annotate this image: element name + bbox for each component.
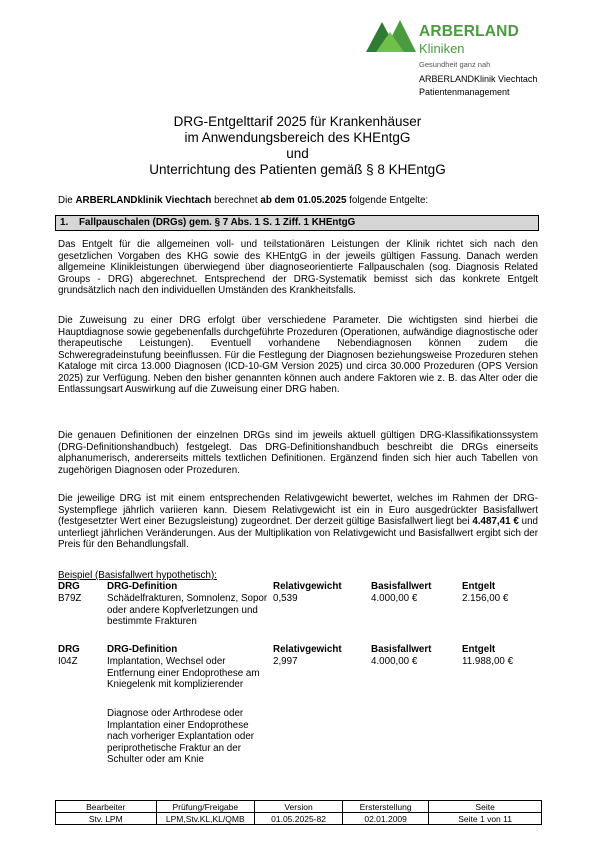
intro-date: ab dem 01.05.2025 [260,195,347,206]
brand-name: ARBERLAND [419,23,519,40]
col-header-base: Basisfallwert [371,644,432,655]
drg-definition: Implantation, Wechsel oder Entfernung einer Endoprothese am Kniegelenk mit komplizierender [107,656,260,690]
footer-created: 02.01.2009 [343,813,429,825]
section-1-heading: 1. Fallpauschalen (DRGs) gem. § 7 Abs. 1 S. 1 Ziff. 1 KHEntgG [55,215,539,231]
fee: 2.156,00 € [462,593,509,604]
relative-weight: 0,539 [273,593,298,604]
drg-definition: Schädelfrakturen, Somnolenz, Sopor oder andere Kopfverletzungen und bestimmte Frakturen [107,593,268,627]
relative-weight: 2,997 [273,656,298,667]
mountain-logo-icon [366,20,418,52]
col-header-fee: Entgelt [462,581,496,592]
intro-sentence [58,195,428,206]
drg-definition-continued: Diagnose oder Arthrodese oder Implantation einer Endoprothese nach vorheriger Explantation oder periprothetische Fraktur an der Schulter oder am Knie [107,708,255,765]
col-header-definition: DRG-Definition [107,581,178,592]
col-header-weight: Relativgewicht [273,581,342,592]
brand-tagline: Gesundheit ganz nah [419,60,491,69]
col-header-weight: Relativgewicht [273,644,342,655]
footer-header-cell: Prüfung/Freigabe [156,801,255,813]
footer-page: Seite 1 von 11 [429,813,542,825]
paragraph-2: Die Zuweisung zu einer DRG erfolgt über verschiedene Parameter. Die wichtigsten sind hierbei die Hauptdiagnose sowie gegebenenfalls durchgeführte Prozeduren (Operationen, aufwändige diagnostische oder therapeutische Leistungen). Eventuell vorhandene Nebendiagnosen können zudem die Schweregradeinstufung beeinflussen. Für die Festlegung der Diagnosen beziehungsweise Prozeduren stehen Kataloge mit circa 13.000 Diagnosen (ICD-10-GM Version 2025) und circa 30.000 Prozeduren (OPS Version 2025) zur Verfügung. Neben den bisher genannten können auch andere Faktoren wie z. B. das Alter oder die Entlassungsart Auswirkung auf die Zuweisung einer DRG haben. [58,315,538,395]
intro-prefix: Die [58,195,76,206]
base-rate: 4.000,00 € [371,656,418,667]
department-name: Patientenmanagement [419,87,510,97]
title-line-4: Unterrichtung des Patienten gemäß § 8 KHEntgG [149,162,446,177]
intro-clinic: ARBERLANDklinik Viechtach [75,195,212,206]
footer-header-row [56,801,542,813]
col-header-drg: DRG [58,644,80,655]
footer-editor: Stv. LPM [56,813,157,825]
brand-subtitle: Kliniken [419,41,465,56]
intro-middle: berechnet [211,195,261,206]
footer-approval: LPM,Stv.KL,KL/QMB [156,813,255,825]
fee: 11.988,00 € [462,656,514,667]
footer-value-row [56,813,542,825]
intro-suffix: folgende Entgelte: [346,195,429,206]
footer-header-cell: Bearbeiter [56,801,157,813]
document-footer-table [55,800,542,825]
base-rate-value: 4.487,41 € [472,516,519,527]
example-title: Beispiel (Basisfallwert hypothetisch): [58,570,217,581]
footer-header-cell: Seite [429,801,542,813]
paragraph-4-end: und unterliegt jährlichen Veränderungen. Aus der Multiplikation von Relativgewicht und Basisfallwert ergibt sich der Preis für den Behandlungsfall. [58,516,538,550]
drg-code: B79Z [58,593,82,604]
col-header-fee: Entgelt [462,644,496,655]
title-line-3: und [286,146,309,161]
title-line-2: im Anwendungsbereich des KHEntgG [184,130,411,145]
clinic-name: ARBERLANDKlinik Viechtach [419,74,538,84]
footer-header-cell: Ersterstellung [343,801,429,813]
footer-header-cell: Version [255,801,343,813]
col-header-drg: DRG [58,581,80,592]
paragraph-3: Die genauen Definitionen der einzelnen DRGs sind im jeweils aktuell gültigen DRG-Klassifikationssystem (DRG-Definitionshandbuch) festgelegt. Das DRG-Definitionshandbuch beschreibt die DRGs einerseits alphanumerisch, andererseits mittels textlichen Definitionen. Ergänzend finden sich hier auch Tabellen von zugehörigen Diagnosen oder Prozeduren. [58,430,538,476]
col-header-definition: DRG-Definition [107,644,178,655]
title-line-1: DRG-Entgelttarif 2025 für Krankenhäuser [173,114,422,129]
paragraph-4-start: Die jeweilige DRG ist mit einem entsprechenden Relativgewicht bewertet, welches im Rahmen der DRG-Systempflege jährlich variieren kann. Diesem Relativgewicht ist ein in Euro ausgedrückter Basisfallwert (festgesetzter Wert einer Bezugsleistung) zugeordnet. Der derzeit gültige Basisfallwert liegt bei [58,493,538,527]
footer-version: 01.05.2025-82 [255,813,343,825]
drg-code: I04Z [58,656,78,667]
col-header-base: Basisfallwert [371,581,432,592]
base-rate: 4.000,00 € [371,593,418,604]
paragraph-1: Das Entgelt für die allgemeinen voll- und teilstationären Leistungen der Klinik richtet sich nach den gesetzlichen Vorgaben des KHG sowie des KHEntgG in der jeweils gültigen Fassung. Danach werden allgemeine Klinikleistungen überwiegend über diagnoseorientierte Fallpauschalen (sog. Diagnosis Related Groups - DRG) abgerechnet. Entsprechend der DRG-Systematik bemisst sich das konkrete Entgelt grundsätzlich nach den individuellen Umständen des Krankheitsfalls. [58,239,538,296]
paragraph-4 [58,493,538,551]
